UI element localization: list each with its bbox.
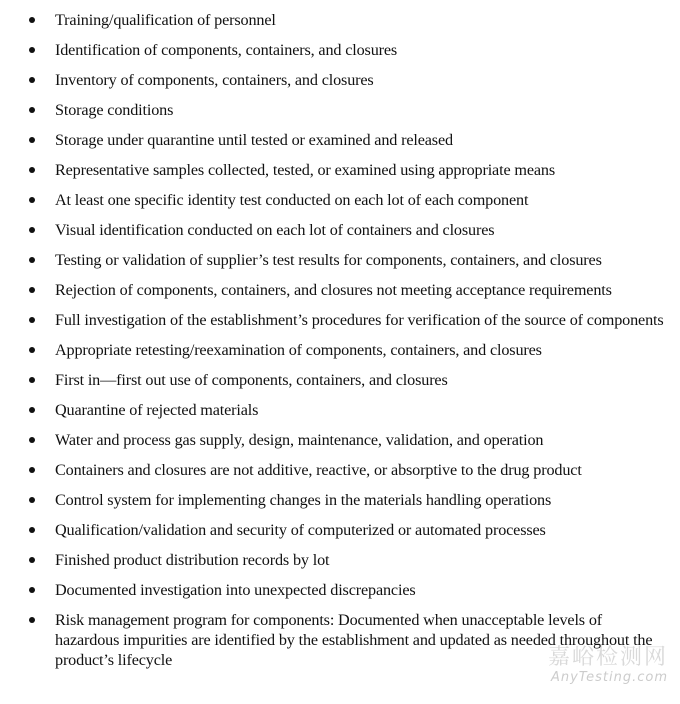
list-item	[0, 280, 680, 300]
requirements-bullet-list	[0, 10, 680, 680]
list-item-text: Documented investigation into unexpected discrepancies	[55, 581, 416, 599]
list-item-text: At least one specific identity test conducted on each lot of each component	[55, 191, 529, 209]
watermark-english-text: AnyTesting.com	[550, 670, 668, 685]
bullet-icon	[29, 407, 35, 413]
bullet-icon	[29, 497, 35, 503]
list-item	[0, 520, 680, 540]
list-item-text: Inventory of components, containers, and closures	[55, 71, 374, 89]
list-item	[0, 160, 680, 180]
bullet-icon	[29, 167, 35, 173]
list-item	[0, 430, 680, 450]
list-item-text: Storage conditions	[55, 101, 174, 119]
list-item	[0, 220, 680, 240]
bullet-icon	[29, 77, 35, 83]
bullet-icon	[29, 527, 35, 533]
list-item-text: Visual identification conducted on each lot of containers and closures	[55, 221, 495, 239]
list-item	[0, 610, 680, 670]
bullet-icon	[29, 17, 35, 23]
list-item-text: Risk management program for components: Documented when unacceptable levels of hazardous impurities are identified by the establishment and updated as needed throughout the product’s lifecycle	[55, 611, 653, 669]
list-item	[0, 190, 680, 210]
bullet-icon	[29, 317, 35, 323]
bullet-icon	[29, 557, 35, 563]
list-item	[0, 250, 680, 270]
list-item-text: Water and process gas supply, design, maintenance, validation, and operation	[55, 431, 544, 449]
list-item-text: Containers and closures are not additive, reactive, or absorptive to the drug product	[55, 461, 582, 479]
list-item	[0, 10, 680, 30]
list-item	[0, 580, 680, 600]
bullet-icon	[29, 107, 35, 113]
list-item-text: Finished product distribution records by lot	[55, 551, 330, 569]
list-item	[0, 340, 680, 360]
bullet-icon	[29, 587, 35, 593]
bullet-icon	[29, 47, 35, 53]
list-item	[0, 370, 680, 390]
list-item-text: Training/qualification of personnel	[55, 11, 276, 29]
bullet-icon	[29, 227, 35, 233]
list-item-text: Representative samples collected, tested, or examined using appropriate means	[55, 161, 555, 179]
list-item	[0, 460, 680, 480]
list-item-text: First in—first out use of components, containers, and closures	[55, 371, 448, 389]
list-item-text: Storage under quarantine until tested or examined and released	[55, 131, 453, 149]
list-item-text: Testing or validation of supplier’s test results for components, containers, and closures	[55, 251, 602, 269]
list-item-text: Identification of components, containers, and closures	[55, 41, 398, 59]
list-item-text: Appropriate retesting/reexamination of components, containers, and closures	[55, 341, 542, 359]
list-item	[0, 490, 680, 510]
list-item	[0, 310, 680, 330]
list-item-text: Control system for implementing changes in the materials handling operations	[55, 491, 552, 509]
list-item-text: Rejection of components, containers, and closures not meeting acceptance requirements	[55, 281, 612, 299]
bullet-icon	[29, 137, 35, 143]
list-item	[0, 40, 680, 60]
bullet-icon	[29, 257, 35, 263]
list-item-text: Full investigation of the establishment’s procedures for verification of the source of components	[55, 311, 664, 329]
list-item	[0, 400, 680, 420]
bullet-icon	[29, 347, 35, 353]
bullet-icon	[29, 467, 35, 473]
list-item-text: Quarantine of rejected materials	[55, 401, 259, 419]
bullet-icon	[29, 437, 35, 443]
bullet-icon	[29, 197, 35, 203]
list-item-text: Qualification/validation and security of computerized or automated processes	[55, 521, 546, 539]
list-item	[0, 100, 680, 120]
list-item	[0, 130, 680, 150]
bullet-icon	[29, 287, 35, 293]
watermark-chinese-text: 嘉峪检测网	[547, 645, 668, 670]
list-item	[0, 550, 680, 570]
bullet-icon	[29, 617, 35, 623]
list-item	[0, 70, 680, 90]
bullet-icon	[29, 377, 35, 383]
